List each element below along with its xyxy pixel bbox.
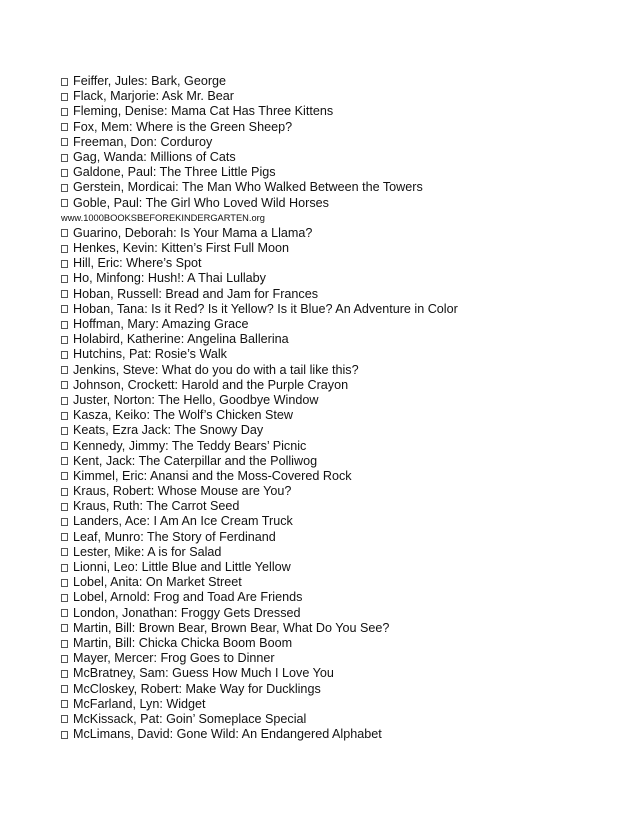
website-footer: www.1000BOOKSBEFOREKINDERGARTEN.org bbox=[61, 212, 265, 223]
book-entry bbox=[61, 514, 621, 529]
checkbox-icon[interactable] bbox=[61, 93, 68, 101]
book-entry bbox=[61, 484, 621, 499]
book-entry-text: Goble, Paul: The Girl Who Loved Wild Horses bbox=[73, 195, 329, 210]
book-entry bbox=[61, 363, 621, 378]
checkbox-icon[interactable] bbox=[61, 260, 68, 268]
book-entry-text: Lobel, Anita: On Market Street bbox=[73, 575, 242, 590]
book-entry bbox=[61, 332, 621, 347]
book-entry bbox=[61, 120, 621, 135]
book-entry-text: Gerstein, Mordicai: The Man Who Walked Between the Towers bbox=[73, 180, 423, 195]
checkbox-icon[interactable] bbox=[61, 457, 68, 465]
checkbox-icon[interactable] bbox=[61, 321, 68, 329]
checkbox-icon[interactable] bbox=[61, 123, 68, 131]
checkbox-icon[interactable] bbox=[61, 184, 68, 192]
checkbox-icon[interactable] bbox=[61, 472, 68, 480]
book-entry bbox=[61, 196, 621, 211]
checkbox-icon[interactable] bbox=[61, 533, 68, 541]
book-entry-text: Holabird, Katherine: Angelina Ballerina bbox=[73, 332, 289, 347]
book-list-page bbox=[61, 74, 621, 742]
book-entry bbox=[61, 256, 621, 271]
book-entry-text: Lionni, Leo: Little Blue and Little Yellow bbox=[73, 560, 291, 574]
book-entry-text: Hutchins, Pat: Rosie’s Walk bbox=[73, 347, 227, 362]
book-entry-text: Fox, Mem: Where is the Green Sheep? bbox=[73, 119, 293, 134]
checkbox-icon[interactable] bbox=[61, 275, 68, 283]
checkbox-icon[interactable] bbox=[61, 548, 68, 556]
book-entry bbox=[61, 621, 621, 636]
book-entry bbox=[61, 89, 621, 104]
checkbox-icon[interactable] bbox=[61, 503, 68, 511]
book-entry bbox=[61, 712, 621, 727]
book-entry-text: Landers, Ace: I Am An Ice Cream Truck bbox=[73, 514, 293, 529]
book-entry bbox=[61, 727, 621, 742]
checkbox-icon[interactable] bbox=[61, 290, 68, 298]
book-entry bbox=[61, 439, 621, 454]
book-entry-text: Hill, Eric: Where’s Spot bbox=[73, 256, 202, 271]
book-entry bbox=[61, 378, 621, 393]
book-entry bbox=[61, 347, 621, 362]
book-entry bbox=[61, 104, 621, 119]
book-entry-text: Ho, Minfong: Hush!: A Thai Lullaby bbox=[73, 271, 266, 286]
checkbox-icon[interactable] bbox=[61, 670, 68, 678]
checkbox-icon[interactable] bbox=[61, 518, 68, 526]
book-entry-text: McFarland, Lyn: Widget bbox=[73, 696, 206, 711]
checkbox-icon[interactable] bbox=[61, 685, 68, 693]
book-entry-text: Leaf, Munro: The Story of Ferdinand bbox=[73, 529, 276, 544]
book-entry-text: Lester, Mike: A is for Salad bbox=[73, 544, 222, 559]
checkbox-icon[interactable] bbox=[61, 154, 68, 162]
book-entry-text: Henkes, Kevin: Kitten’s First Full Moon bbox=[73, 241, 290, 256]
book-entry bbox=[61, 590, 621, 605]
book-entry-text: Feiffer, Jules: Bark, George bbox=[73, 74, 227, 88]
book-entry-text: Kraus, Ruth: The Carrot Seed bbox=[73, 499, 240, 514]
book-list-bottom bbox=[61, 226, 621, 742]
book-entry bbox=[61, 393, 621, 408]
book-entry-text: Fleming, Denise: Mama Cat Has Three Kittens bbox=[73, 104, 334, 119]
book-entry bbox=[61, 697, 621, 712]
checkbox-icon[interactable] bbox=[61, 700, 68, 708]
checkbox-icon[interactable] bbox=[61, 488, 68, 496]
book-entry-text: Keats, Ezra Jack: The Snowy Day bbox=[73, 423, 264, 438]
book-entry bbox=[61, 271, 621, 286]
book-entry-text: Gag, Wanda: Millions of Cats bbox=[73, 149, 236, 164]
checkbox-icon[interactable] bbox=[61, 366, 68, 374]
book-entry bbox=[61, 180, 621, 195]
book-entry bbox=[61, 241, 621, 256]
checkbox-icon[interactable] bbox=[61, 138, 68, 146]
book-entry bbox=[61, 545, 621, 560]
checkbox-icon[interactable] bbox=[61, 381, 68, 389]
book-entry-text: Martin, Bill: Brown Bear, Brown Bear, What Do You See? bbox=[73, 620, 390, 635]
book-entry-text: Martin, Bill: Chicka Chicka Boom Boom bbox=[73, 635, 293, 650]
checkbox-icon[interactable] bbox=[61, 579, 68, 587]
checkbox-icon[interactable] bbox=[61, 412, 68, 420]
book-entry-text: Jenkins, Steve: What do you do with a tail like this? bbox=[73, 362, 359, 377]
book-entry bbox=[61, 302, 621, 317]
checkbox-icon[interactable] bbox=[61, 594, 68, 602]
checkbox-icon[interactable] bbox=[61, 442, 68, 450]
book-entry bbox=[61, 606, 621, 621]
checkbox-icon[interactable] bbox=[61, 351, 68, 359]
book-entry-text: Hoffman, Mary: Amazing Grace bbox=[73, 317, 249, 331]
book-entry-text: Kasza, Keiko: The Wolf’s Chicken Stew bbox=[73, 408, 294, 423]
book-entry bbox=[61, 135, 621, 150]
checkbox-icon[interactable] bbox=[61, 245, 68, 253]
checkbox-icon[interactable] bbox=[61, 715, 68, 723]
book-entry-text: Kent, Jack: The Caterpillar and the Polliwog bbox=[73, 453, 318, 468]
book-entry bbox=[61, 469, 621, 484]
book-entry-text: Galdone, Paul: The Three Little Pigs bbox=[73, 165, 276, 180]
book-entry bbox=[61, 636, 621, 651]
checkbox-icon[interactable] bbox=[61, 609, 68, 617]
checkbox-icon[interactable] bbox=[61, 305, 68, 313]
book-entry-text: Freeman, Don: Corduroy bbox=[73, 134, 213, 149]
book-entry-text: Johnson, Crockett: Harold and the Purple Crayon bbox=[73, 377, 349, 392]
checkbox-icon[interactable] bbox=[61, 731, 68, 739]
book-entry-text: McKissack, Pat: Goin’ Someplace Special bbox=[73, 711, 307, 726]
book-list-top bbox=[61, 74, 621, 211]
checkbox-icon[interactable] bbox=[61, 564, 68, 572]
book-entry bbox=[61, 454, 621, 469]
book-entry-text: McCloskey, Robert: Make Way for Ducklings bbox=[73, 681, 321, 696]
checkbox-icon[interactable] bbox=[61, 169, 68, 177]
book-entry-text: Kennedy, Jimmy: The Teddy Bears’ Picnic bbox=[73, 438, 307, 453]
checkbox-icon[interactable] bbox=[61, 655, 68, 663]
checkbox-icon[interactable] bbox=[61, 199, 68, 207]
book-entry-text: Hoban, Russell: Bread and Jam for Frances bbox=[73, 286, 318, 301]
book-entry bbox=[61, 226, 621, 241]
book-entry bbox=[61, 150, 621, 165]
book-entry bbox=[61, 74, 621, 89]
book-entry bbox=[61, 560, 621, 575]
book-entry-text: Kraus, Robert: Whose Mouse are You? bbox=[73, 484, 292, 499]
book-entry-text: McBratney, Sam: Guess How Much I Love You bbox=[73, 666, 334, 681]
book-entry bbox=[61, 287, 621, 302]
book-entry bbox=[61, 666, 621, 681]
book-entry-text: Flack, Marjorie: Ask Mr. Bear bbox=[73, 89, 234, 104]
book-entry bbox=[61, 408, 621, 423]
book-entry-text: Lobel, Arnold: Frog and Toad Are Friends bbox=[73, 590, 303, 605]
book-entry-text: Mayer, Mercer: Frog Goes to Dinner bbox=[73, 651, 275, 666]
book-entry-text: Juster, Norton: The Hello, Goodbye Window bbox=[73, 392, 319, 407]
book-entry bbox=[61, 651, 621, 666]
book-entry bbox=[61, 499, 621, 514]
checkbox-icon[interactable] bbox=[61, 640, 68, 648]
book-entry bbox=[61, 682, 621, 697]
book-entry bbox=[61, 575, 621, 590]
checkbox-icon[interactable] bbox=[61, 624, 68, 632]
checkbox-icon[interactable] bbox=[61, 229, 68, 237]
checkbox-icon[interactable] bbox=[61, 427, 68, 435]
book-entry-text: McLimans, David: Gone Wild: An Endangered Alphabet bbox=[73, 727, 382, 742]
checkbox-icon[interactable] bbox=[61, 336, 68, 344]
checkbox-icon[interactable] bbox=[61, 78, 68, 86]
book-entry-text: Hoban, Tana: Is it Red? Is it Yellow? Is it Blue? An Adventure in Color bbox=[73, 301, 458, 316]
book-entry bbox=[61, 165, 621, 180]
book-entry bbox=[61, 530, 621, 545]
checkbox-icon[interactable] bbox=[61, 108, 68, 116]
book-entry-text: Kimmel, Eric: Anansi and the Moss-Covered Rock bbox=[73, 468, 352, 483]
book-entry-text: London, Jonathan: Froggy Gets Dressed bbox=[73, 605, 301, 620]
book-entry-text: Guarino, Deborah: Is Your Mama a Llama? bbox=[73, 225, 313, 240]
book-entry bbox=[61, 423, 621, 438]
book-entry bbox=[61, 317, 621, 332]
checkbox-icon[interactable] bbox=[61, 397, 68, 405]
